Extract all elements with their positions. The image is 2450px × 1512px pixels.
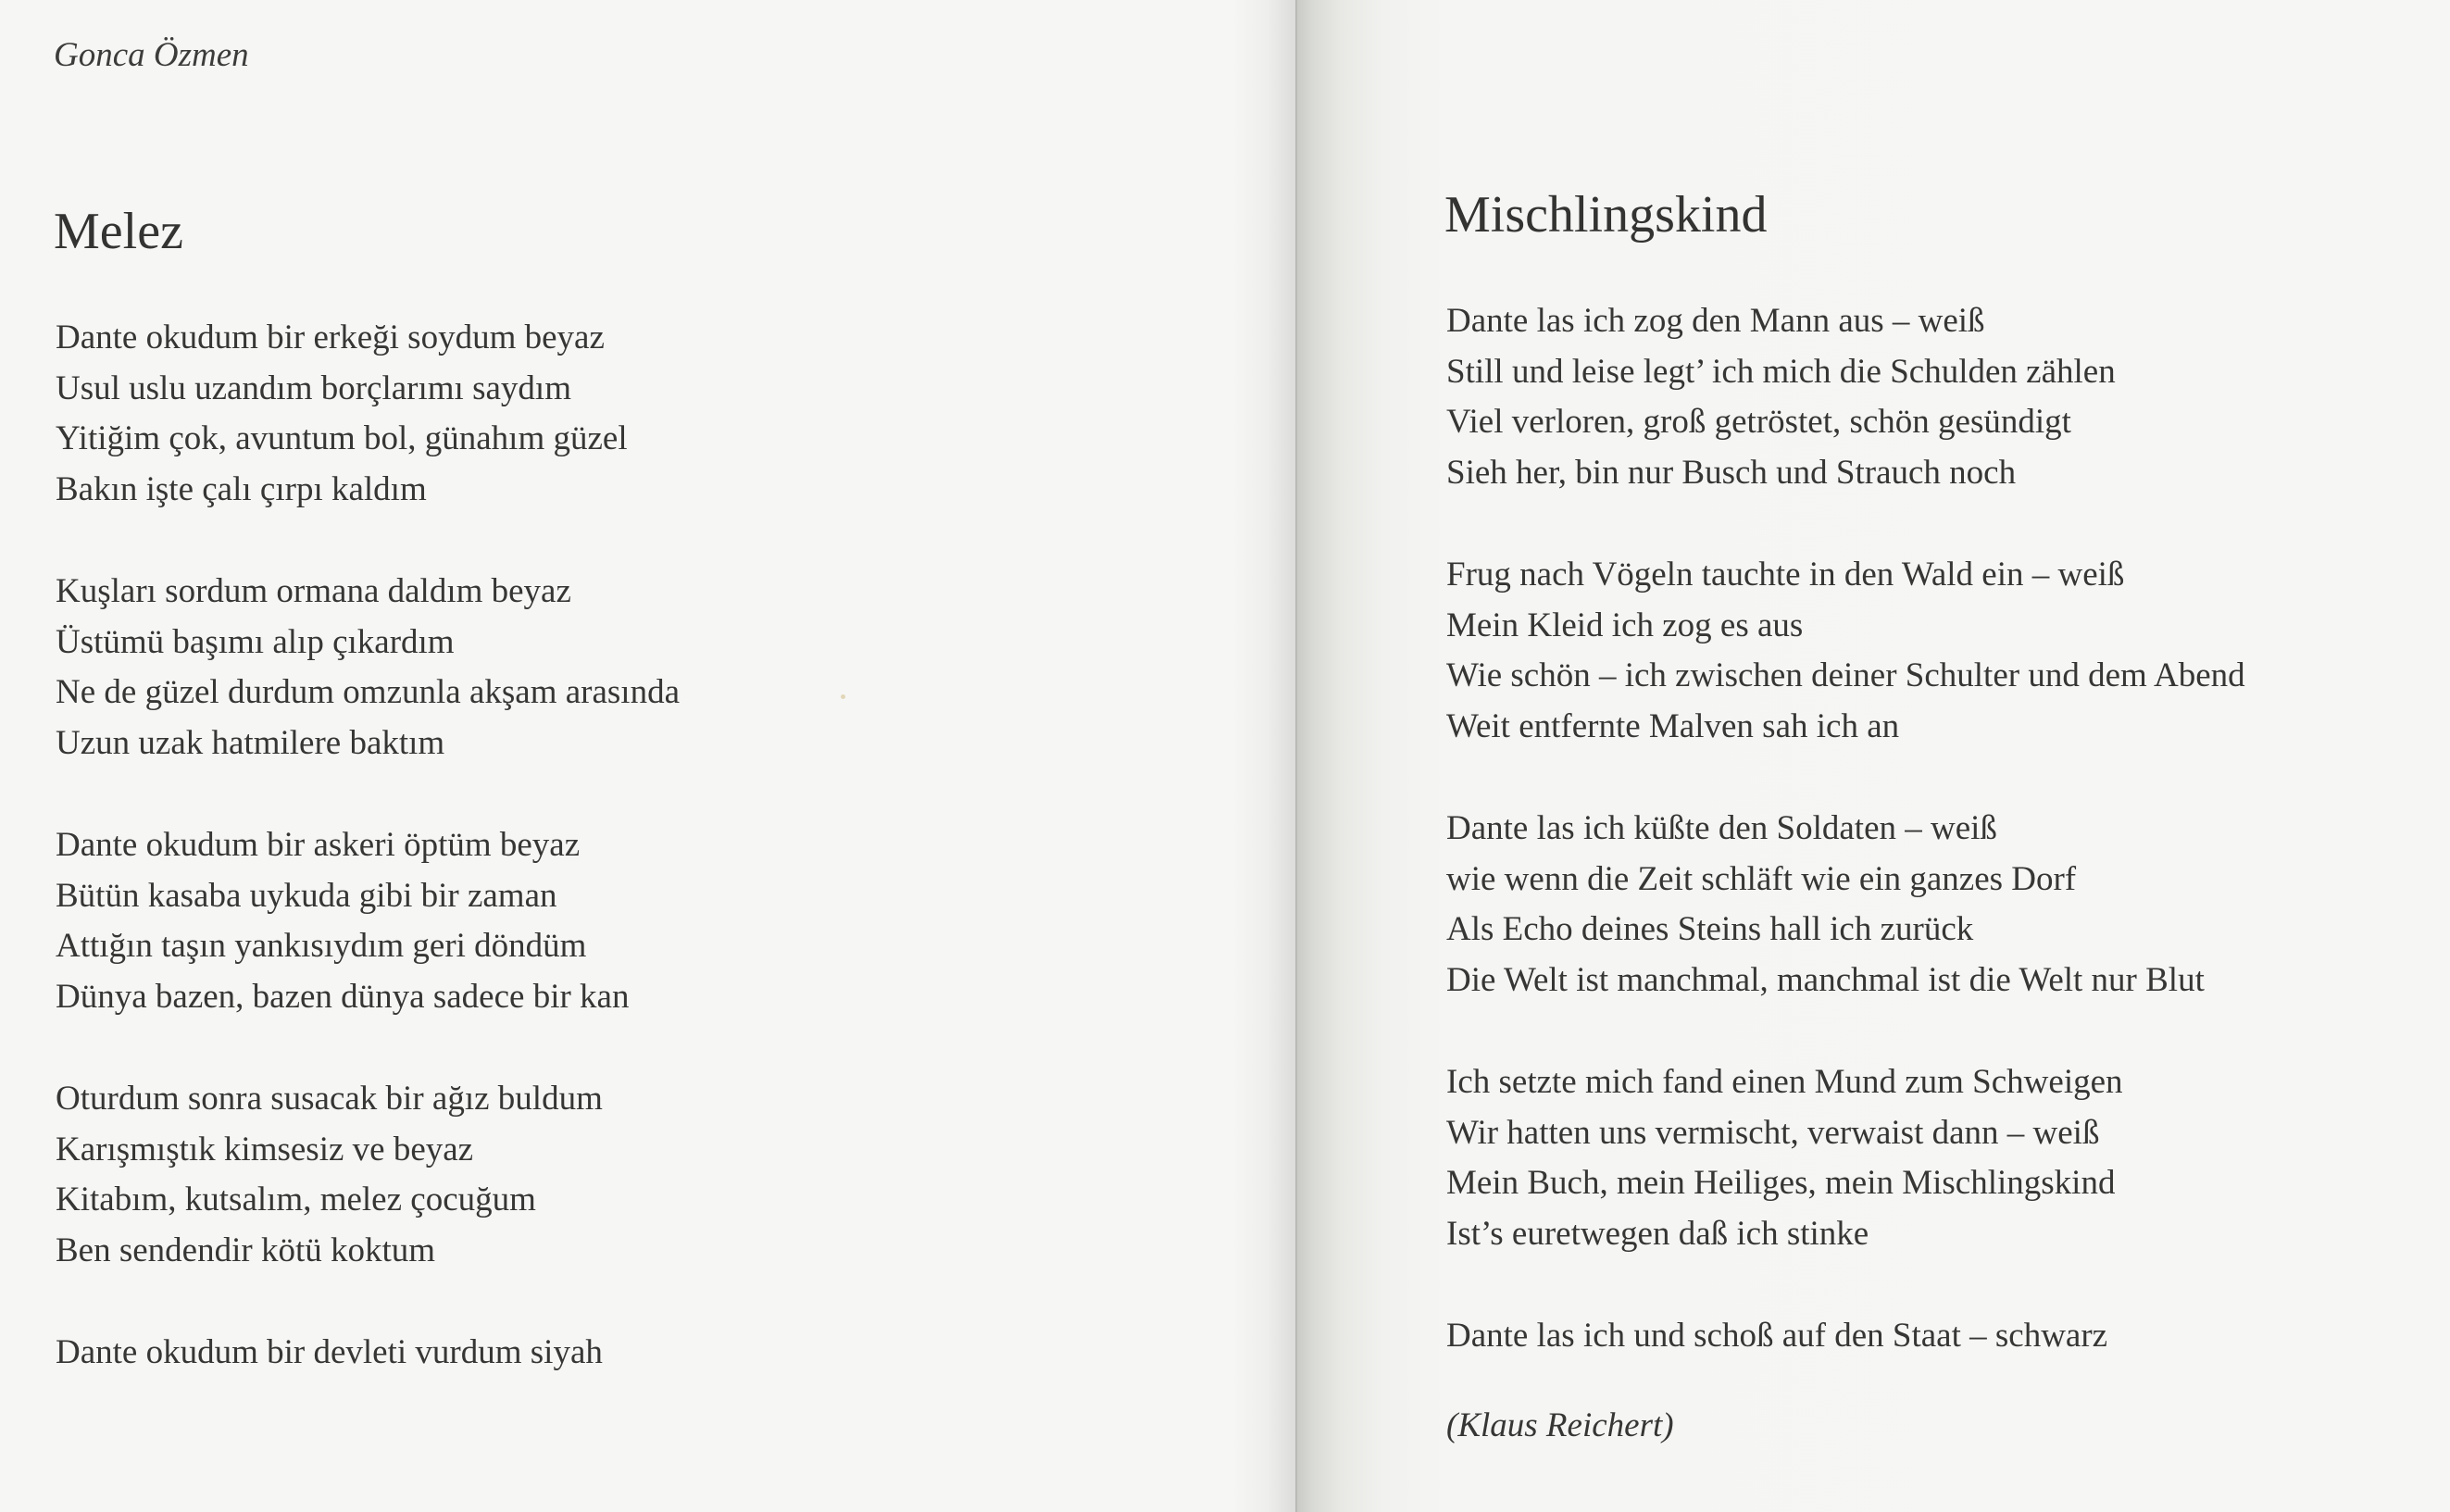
poem-line: Ben sendendir kötü koktum [56,1231,436,1269]
stanza [1446,1057,2245,1259]
poem-line: Bakın işte çalı çırpı kaldım [56,469,427,508]
gutter-shadow [1231,0,1296,1512]
poem-title-german: Mischlingskind [1444,186,1768,244]
poem-line: Wir hatten uns vermischt, verwaist dann – weiß [1446,1113,2100,1152]
stanza [1446,296,2245,498]
poem-line: Die Welt ist manchmal, manchmal ist die Welt nur Blut [1446,960,2205,999]
poem-line: Viel verloren, groß getröstet, schön gesündigt [1446,403,2071,441]
gutter-fold [1295,0,1297,1512]
poem-german [1446,296,2245,1414]
poem-line: Oturdum sonra susacak bir ağız buldum [56,1080,603,1118]
poem-line: Karışmıştık kimsesiz ve beyaz [56,1130,474,1168]
poem-line: Dünya bazen, bazen dünya sadece bir kan [56,977,630,1016]
poem-line: Wie schön – ich zwischen deiner Schulter und dem Abend [1446,656,2245,694]
author-name: Gonca Özmen [54,36,249,74]
poem-line: Sieh her, bin nur Busch und Strauch noch [1446,453,2017,492]
stanza [56,1328,680,1379]
stanza [56,1074,680,1276]
poem-line: Mein Kleid ich zog es aus [1446,606,1804,644]
stanza [56,567,680,768]
poem-line: Frug nach Vögeln tauchte in den Wald ein – weiß [1446,556,2125,594]
poem-line: Ist’s euretwegen daß ich stinke [1446,1214,1869,1253]
poem-line: Ich setzte mich fand einen Mund zum Schweigen [1446,1063,2123,1101]
poem-line: Mein Buch, mein Heiliges, mein Mischlingskind [1446,1164,2116,1202]
poem-line: Yitiğim çok, avuntum bol, günahım güzel [56,419,628,457]
poem-title-turkish: Melez [54,203,183,260]
poem-line: Dante okudum bir devleti vurdum siyah [56,1333,603,1371]
stanza [1446,804,2245,1006]
poem-line: Weit entfernte Malven sah ich an [1446,706,1900,745]
poem-line: Ne de güzel durdum omzunla akşam arasında [56,673,680,711]
stanza [56,313,680,515]
poem-turkish [56,313,680,1431]
poem-line: Dante okudum bir erkeği soydum beyaz [56,319,605,356]
stanza [1446,1311,2245,1362]
poem-line: Dante las ich und schoß auf den Staat – schwarz [1446,1317,2108,1355]
poem-line: Als Echo deines Steins hall ich zurück [1446,910,1974,948]
poem-line: Still und leise legt’ ich mich die Schulden zählen [1446,352,2116,391]
poem-line: Attığın taşın yankısıydım geri döndüm [56,927,587,965]
poem-line: Kuşları sordum ormana daldım beyaz [56,572,571,610]
poem-line: Kitabım, kutsalım, melez çocuğum [56,1181,536,1218]
poem-line: wie wenn die Zeit schläft wie ein ganzes Dorf [1446,859,2077,898]
poem-line: Üstümü başımı alıp çıkardım [56,622,455,661]
translator-credit: (Klaus Reichert) [1446,1406,1674,1444]
paper-speck [841,694,845,699]
poem-line: Dante las ich zog den Mann aus – weiß [1446,302,1985,340]
poem-line: Uzun uzak hatmilere baktım [56,723,445,762]
stanza [1446,550,2245,752]
poem-line: Bütün kasaba uykuda gibi bir zaman [56,876,557,915]
poem-line: Dante las ich küßte den Soldaten – weiß [1446,809,1997,847]
stanza [56,820,680,1022]
poem-line: Usul uslu uzandım borçlarımı saydım [56,369,571,407]
poem-line: Dante okudum bir askeri öptüm beyaz [56,826,581,864]
